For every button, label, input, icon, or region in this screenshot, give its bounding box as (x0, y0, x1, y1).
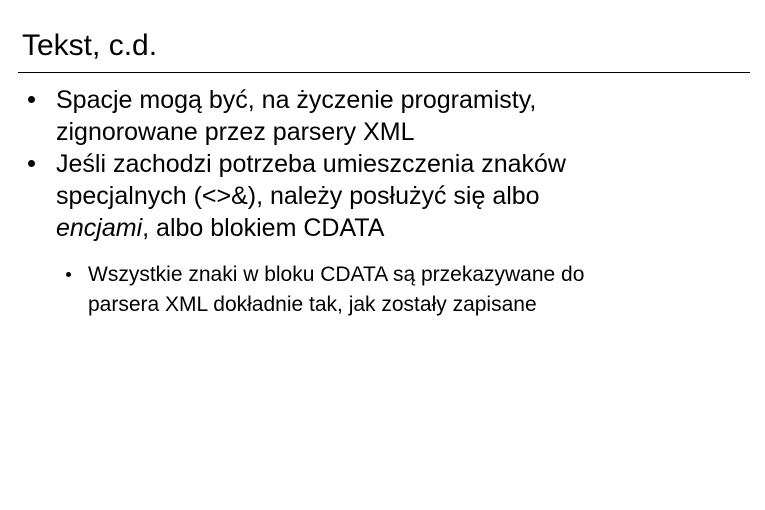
bullet-text-line: specjalnych (<>&), należy posłużyć się albo (56, 182, 540, 210)
bullet-text-line: Jeśli zachodzi potrzeba umieszczenia znaków (56, 150, 566, 178)
italic-term: encjami (56, 214, 143, 242)
bullet-dot-icon (28, 160, 35, 167)
slide-title: Tekst, c.d. (22, 29, 158, 62)
bullet-item (0, 148, 736, 320)
sub-bullet-list (56, 260, 736, 320)
bullet-item (0, 84, 736, 148)
sub-bullet-text-line: Wszystkie znaki w bloku CDATA są przekazywane do (88, 263, 585, 286)
sub-bullet-dot-icon (66, 272, 71, 277)
sub-bullet-text-line: parsera XML dokładnie tak, jak zostały zapisane (88, 293, 537, 316)
bullet-text-line: Spacje mogą być, na życzenie programisty, (56, 86, 537, 114)
title-divider (18, 72, 750, 73)
bullet-text-fragment: , albo blokiem CDATA (142, 214, 385, 242)
sub-bullet-item (0, 260, 748, 320)
bullet-text-line (56, 212, 736, 244)
bullet-text-line: zignorowane przez parsery XML (56, 118, 415, 146)
bullet-dot-icon (28, 96, 35, 103)
bullet-list (0, 84, 765, 320)
